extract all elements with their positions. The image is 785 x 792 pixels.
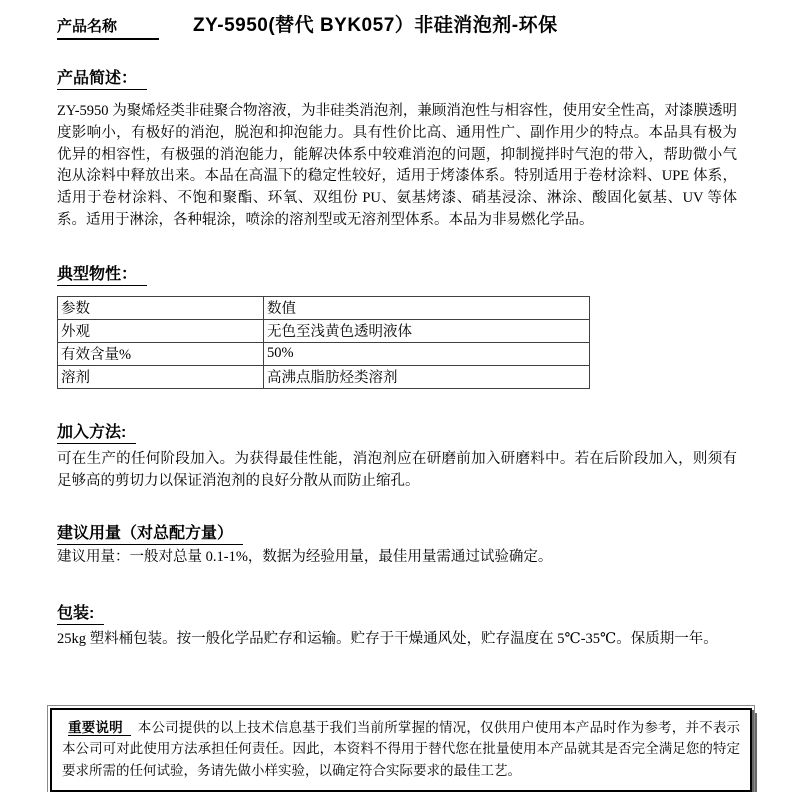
dosage-paragraph: 建议用量：一般对总量 0.1-1%，数据为经验用量，最佳用量需通过试验确定。	[57, 549, 553, 566]
page-title: ZY-5950(替代 BYK057）非硅消泡剂-环保	[193, 15, 558, 36]
notice-body: 本公司提供的以上技术信息基于我们当前所掌握的情况，仅供用户使用本产品时作为参考，并不表示本公司可对此使用方法承担任何责任。因此，本资料不得用于替代您在批量使用本产品就其是否完全满足您的特定要求所需的任何试验，务请先做小样实验，以确定符合实际要求的最佳工艺。	[62, 719, 741, 778]
section-heading-brief: 产品简述：	[57, 65, 147, 90]
table-row	[58, 342, 590, 365]
table-header-value: 数值	[264, 296, 590, 319]
brief-paragraph: ZY-5950 为聚烯烃类非硅聚合物溶液，为非硅类消泡剂，兼顾消泡性与相容性，使用安全性高，对漆膜透明度影响小，有极好的消泡，脱泡和抑泡能力。具有性价比高、通用性广、副作用少的特点。本品具有极为优异的相容性，有极强的消泡能力，能解决体系中较难消泡的问题，抑制搅拌时气泡的带入，帮助微小气泡从涂料中释放出来。本品在高温下的稳定性较好，适用于烤漆体系。特别适用于卷材涂料、UPE 体系，适用于卷材涂料、不饱和聚酯、环氧、双组份 PU、氨基烤漆、硝基浸涂、淋涂、酸固化氨基、UV 等体系。适用于淋涂，各种辊涂，喷涂的溶剂型或无溶剂型体系。本品为非易燃化学品。	[57, 103, 737, 228]
section-properties-heading-wrap	[57, 261, 737, 286]
product-name-label: 产品名称	[57, 15, 159, 40]
section-addition-heading-wrap	[57, 419, 737, 444]
table-cell-value: 高沸点脂肪烃类溶剂	[264, 365, 590, 388]
table-cell-param: 溶剂	[58, 365, 264, 388]
addition-paragraph: 可在生产的任何阶段加入。为获得最佳性能，消泡剂应在研磨前加入研磨料中。若在后阶段加入，则须有足够高的剪切力以保证消泡剂的良好分散从而防止缩孔。	[57, 450, 737, 489]
section-brief-heading-wrap	[57, 65, 737, 90]
important-notice-box	[50, 708, 752, 792]
section-dosage-heading-wrap	[57, 520, 737, 545]
section-packaging-heading-wrap	[57, 600, 737, 625]
packaging-paragraph: 25kg 塑料桶包装。按一般化学品贮存和运输。贮存于干燥通风处，贮存温度在 5℃-35℃。保质期一年。	[57, 631, 718, 648]
table-cell-value: 无色至浅黄色透明液体	[264, 319, 590, 342]
section-heading-properties: 典型物性：	[57, 261, 147, 286]
properties-table	[57, 296, 590, 389]
notice-label: 重要说明	[68, 720, 131, 736]
notice-paragraph	[62, 717, 740, 781]
section-heading-addition: 加入方法:	[57, 419, 136, 444]
table-header-row	[58, 296, 590, 319]
title-row	[57, 10, 737, 40]
table-row	[58, 365, 590, 388]
table-cell-param: 外观	[58, 319, 264, 342]
section-heading-dosage: 建议用量（对总配方量）	[57, 520, 243, 545]
table-cell-value: 50%	[264, 342, 590, 365]
section-heading-packaging: 包装:	[57, 600, 104, 625]
table-cell-param: 有效含量%	[58, 342, 264, 365]
table-row	[58, 319, 590, 342]
table-header-param: 参数	[58, 296, 264, 319]
